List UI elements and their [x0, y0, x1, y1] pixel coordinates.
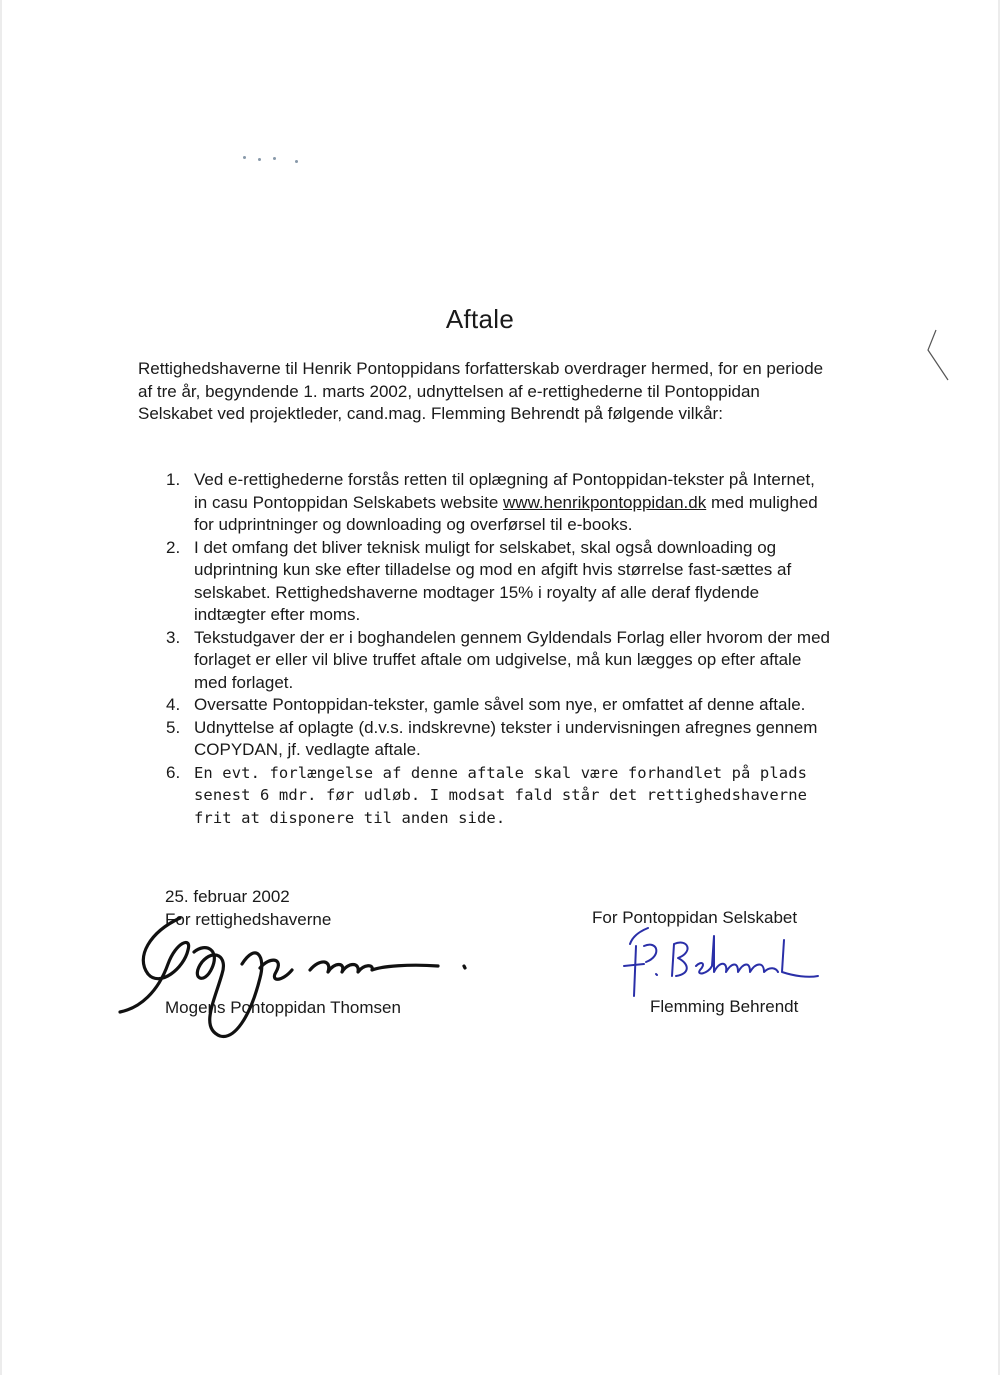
- page-edge-left: [0, 0, 2, 1375]
- margin-pen-mark: [924, 326, 964, 386]
- term-item: [160, 762, 830, 830]
- signatory-left-role: For rettighedshaverne: [165, 910, 332, 929]
- terms-list: [160, 469, 830, 829]
- term-number: 6.: [166, 762, 181, 782]
- document-title: Aftale: [445, 304, 515, 334]
- intro-paragraph: Rettighedshaverne til Henrik Pontoppidans forfatterskab overdrager hermed, for en periode af tre år, begyndende 1. marts 2002, udnyttelsen af e-rettighederne til Pontoppidan Selskabet ved projektleder, cand.mag. Flemming Behrendt på følgende vilkår:: [138, 359, 824, 423]
- term-text: I det omfang det bliver teknisk muligt for selskabet, skal også downloading og udprintning kun ske efter tilladelse og mod en afgift hvis størrelse fast-sættes af selskabet. Rettighedshaverne modtager 15% i royalty af alle deraf flydende indtægter efter moms.: [194, 537, 792, 624]
- scan-speck: [273, 157, 276, 160]
- term-number: 5.: [166, 717, 181, 737]
- term-text: Oversatte Pontoppidan-tekster, gamle såvel som nye, er omfattet af denne aftale.: [194, 695, 806, 714]
- scan-speck: [295, 160, 298, 163]
- term-item: [160, 694, 830, 717]
- handwritten-signature-left: [110, 912, 480, 1062]
- signatory-left-name: Mogens Pontoppidan Thomsen: [165, 998, 401, 1017]
- term-item: [160, 537, 830, 627]
- website-link[interactable]: www.henrikpontoppidan.dk: [503, 492, 707, 512]
- scan-speck: [258, 158, 261, 161]
- signatory-right-role: For Pontoppidan Selskabet: [592, 908, 798, 927]
- signatory-right-name: Flemming Behrendt: [650, 997, 799, 1016]
- term-item: [160, 469, 830, 537]
- term-item: [160, 717, 830, 762]
- signature-date: 25. februar 2002: [165, 887, 290, 906]
- term-number: 1.: [166, 470, 181, 489]
- term-number: 3.: [166, 627, 181, 647]
- term-text: Udnyttelse af oplagte (d.v.s. indskrevne) tekster i undervisningen afregnes gennem COPYDAN, jf. vedlagte aftale.: [194, 717, 818, 759]
- term-text: En evt. forlængelse af denne aftale skal være forhandlet på plads senest 6 mdr. før udløb. I modsat fald står det rettighedshaverne frit at disponere til anden side.: [194, 763, 808, 827]
- scan-speck: [243, 156, 246, 159]
- term-item: [160, 627, 830, 695]
- term-text: Tekstudgaver der er i boghandelen gennem Gyldendals Forlag eller hvorom der med forlaget er eller vil blive truffet aftale om udgivelse, må kun lægges op efter aftale med forlaget.: [194, 627, 830, 692]
- term-text: Ved e-rettighederne forstås retten til oplægning af Pontoppidan-tekster på Internet, in casu Pontoppidan Selskabets website www.henrikpontoppidan.dk med mulighed for udprintninger og downloading og overførsel til e-books.: [194, 470, 818, 534]
- term-number: 2.: [166, 537, 181, 557]
- term-number: 4.: [166, 695, 181, 714]
- handwritten-signature-right: [618, 926, 828, 1006]
